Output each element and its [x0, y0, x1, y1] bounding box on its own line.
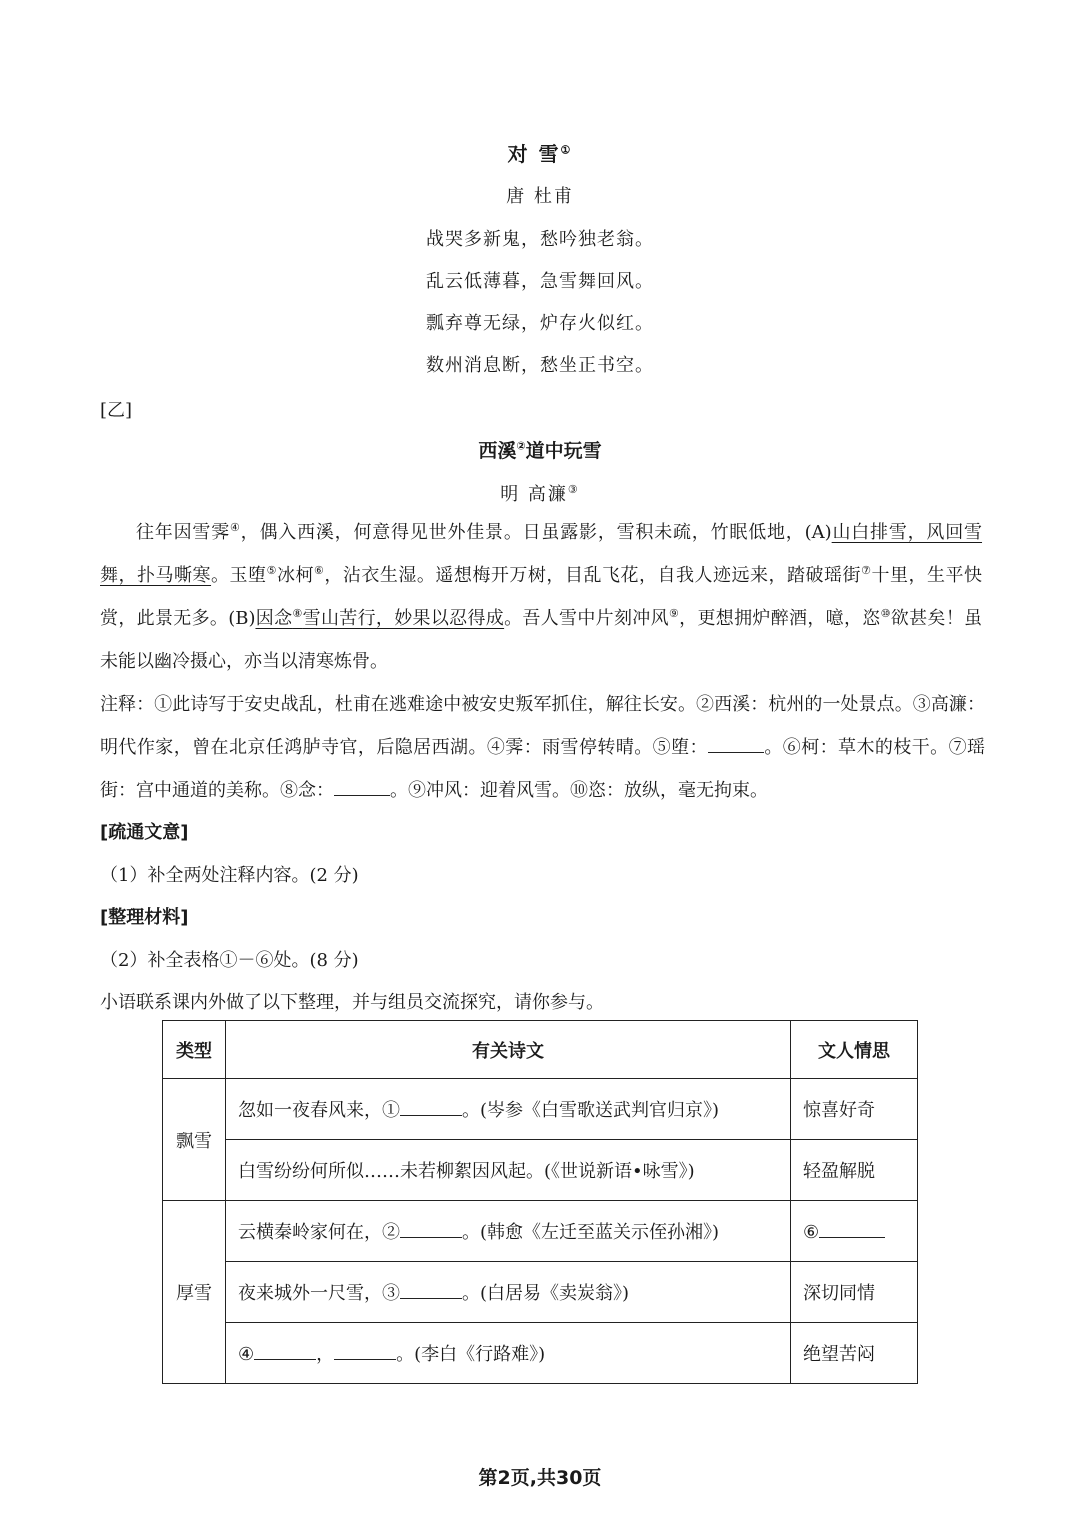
poem1-line: 数州消息断，愁坐正书空。	[426, 355, 654, 376]
footnote-mark: ②	[516, 439, 526, 453]
column-header: 文人情思	[791, 1021, 918, 1079]
fill-blank-2[interactable]	[400, 1219, 462, 1238]
feeling-cell: ⑥	[791, 1201, 918, 1262]
question-1: （1）补全两处注释内容。(2 分)	[100, 865, 359, 886]
feeling-cell: 惊喜好奇	[791, 1079, 918, 1140]
question-2: （2）补全表格①－⑥处。(8 分)	[100, 950, 359, 971]
prose-passage: 往年因雪霁④，偶入西溪，何意得见世外佳景。日虽露影，雪积未疏，竹眠低地，(A)山白排雪，风回雪舞，扑马嘶寒。玉堕⑤冰柯⑥，沾衣生湿。遥想梅开万树，目乱飞花，自我人迹远来，踏破瑶街⑦十里，生平快赏，此景无多。(B)因念⑧雪山苦行，妙果以忍得成。吾人雪中片刻冲风⑨，更想拥炉醉酒，噫，恣⑩欲甚矣！虽未能以幽冷摄心，亦当以清寒炼骨。	[100, 521, 983, 672]
intro-text: 小语联系课内外做了以下整理，并与组员交流探究，请你参与。	[100, 992, 604, 1013]
type-cell: 飘雪	[163, 1079, 226, 1201]
annotations: 注释：①此诗写于安史战乱，杜甫在逃难途中被安史叛军抓住，解往长安。②西溪：杭州的一处景点。③高濂：明代作家，曾在北京任鸿胪寺官，后隐居西湖。④霁：雨雪停转晴。⑤堕： 。⑥柯：草木的枝干。⑦瑶街：宫中通道的美称。⑧念： 。⑨冲风：迎着风雪。⑩恣：放纵，毫无拘束。	[100, 694, 986, 801]
poem-cell: 白雪纷纷何所似……未若柳絮因风起。(《世说新语•咏雪》)	[226, 1140, 791, 1201]
page-footer: 第2页,共30页	[478, 1467, 602, 1489]
column-header: 有关诗文	[226, 1021, 791, 1079]
poem1-title: 对 雪①	[507, 142, 573, 166]
table-header-row	[163, 1021, 918, 1079]
table-row	[163, 1079, 918, 1140]
section-heading: [整理材料]	[100, 907, 189, 928]
table-row	[163, 1262, 918, 1323]
fill-blank-5[interactable]	[708, 734, 764, 753]
underlined-sentence-a: 山白排雪，风回雪舞，扑马嘶寒	[100, 522, 983, 586]
column-header: 类型	[163, 1021, 226, 1079]
section-label-yi: [乙]	[100, 400, 133, 421]
fill-blank-3[interactable]	[400, 1280, 462, 1299]
feeling-cell: 轻盈解脱	[791, 1140, 918, 1201]
type-cell: 厚雪	[163, 1201, 226, 1384]
poem-cell: ④ ， 。(李白《行路难》)	[226, 1323, 791, 1384]
feeling-cell: 绝望苦闷	[791, 1323, 918, 1384]
poem1-line: 战哭多新鬼，愁吟独老翁。	[426, 229, 654, 250]
fill-blank-1[interactable]	[400, 1097, 462, 1116]
fill-blank-6[interactable]	[819, 1219, 885, 1238]
footnote-mark: ①	[560, 143, 573, 157]
feeling-cell: 深切同情	[791, 1262, 918, 1323]
table-row	[163, 1140, 918, 1201]
poem2-author: 明 高濂③	[500, 483, 580, 505]
poem-cell: 忽如一夜春风来，① 。(岑参《白雪歌送武判官归京》)	[226, 1079, 791, 1140]
fill-blank-4a[interactable]	[254, 1341, 316, 1360]
table-row	[163, 1201, 918, 1262]
table-row	[163, 1323, 918, 1384]
poem-cell: 夜来城外一尺雪，③ 。(白居易《卖炭翁》)	[226, 1262, 791, 1323]
poem1-line: 乱云低薄暮，急雪舞回风。	[426, 271, 654, 292]
fill-blank-8[interactable]	[334, 777, 390, 796]
poem1-author: 唐 杜甫	[506, 186, 574, 207]
poem1-line: 瓢弃尊无绿，炉存火似红。	[426, 313, 654, 334]
underlined-sentence-b: 因念⑧雪山苦行，妙果以忍得成	[255, 607, 505, 629]
footnote-mark: ③	[567, 483, 580, 496]
poem-cell: 云横秦岭家何在，② 。(韩愈《左迁至蓝关示侄孙湘》)	[226, 1201, 791, 1262]
summary-table	[162, 1020, 918, 1384]
fill-blank-4b[interactable]	[334, 1341, 396, 1360]
section-heading: [疏通文意]	[100, 822, 189, 843]
poem2-title: 西溪②道中玩雪	[478, 439, 602, 462]
